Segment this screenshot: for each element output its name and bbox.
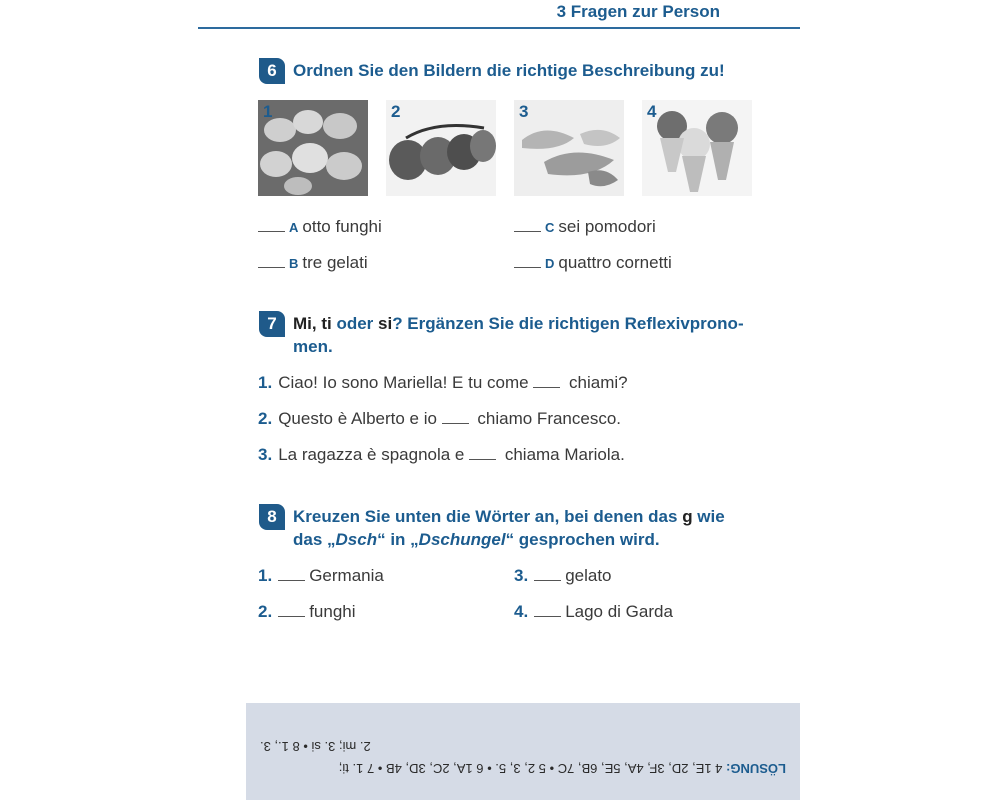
answer-blank[interactable] (514, 253, 541, 268)
answer-blank[interactable] (258, 217, 285, 232)
option-a: A otto funghi (258, 217, 382, 237)
answer-blank[interactable] (258, 253, 285, 268)
ex7-item-2: 2. Questo è Alberto e io chiamo Francesco. (258, 409, 622, 428)
photo-ice-cream (642, 100, 752, 196)
tomatoes-photo-icon (386, 100, 496, 196)
exercise-7-title: Mi, ti oder si? Ergänzen Sie die richtigen Reflexivprono- men. (293, 314, 744, 356)
solution-line-2: 2. mi; 3. si • 8 1., 3. (260, 739, 371, 754)
ex7-item-3: 3. La ragazza è spagnola e chiama Mariola. (258, 445, 625, 464)
answer-blank[interactable] (534, 602, 561, 617)
answer-blank[interactable] (442, 409, 469, 424)
photo-number: 2 (391, 102, 401, 121)
answer-blank[interactable] (278, 566, 305, 581)
ex8-item-2: 2. funghi (258, 602, 356, 621)
option-c: C sei pomodori (514, 217, 656, 237)
photo-number: 3 (519, 102, 529, 121)
photo-croissants (514, 100, 624, 196)
photo-tomatoes (386, 100, 496, 196)
answer-blank[interactable] (534, 566, 561, 581)
solution-box (246, 703, 800, 800)
mushrooms-photo-icon (258, 100, 368, 196)
solution-line-1: LÖSUNG: 4 1E, 2D, 3F, 4A, 5E, 6B, 7C • 5 2, 3, 5. • 6 1A, 2C, 3D, 4B • 7 1. ti; (338, 761, 786, 776)
answer-blank[interactable] (278, 602, 305, 617)
ex7-item-1: 1. Ciao! Io sono Mariella! E tu come chiami? (258, 373, 628, 392)
ex8-item-3: 3. gelato (514, 566, 612, 585)
ice-cream-photo-icon (642, 100, 752, 196)
photo-number: 4 (647, 102, 657, 121)
ex8-item-4: 4. Lago di Garda (514, 602, 673, 621)
answer-blank[interactable] (514, 217, 541, 232)
exercise-6-title: Ordnen Sie den Bildern die richtige Beschreibung zu! (293, 61, 725, 80)
photo-mushrooms (258, 100, 368, 196)
photo-number: 1 (263, 102, 273, 121)
header-rule (198, 27, 800, 29)
exercise-6-number: 6 (259, 58, 285, 84)
ex8-item-1: 1. Germania (258, 566, 384, 585)
answer-blank[interactable] (469, 445, 496, 460)
answer-blank[interactable] (533, 373, 560, 388)
exercise-7-number: 7 (259, 311, 285, 337)
exercise-8-number: 8 (259, 504, 285, 530)
exercise-8-title: Kreuzen Sie unten die Wörter an, bei denen das g wie das „Dsch“ in „Dschungel“ gesprochen wird. (293, 507, 725, 549)
option-d: D quattro cornetti (514, 253, 672, 273)
croissants-photo-icon (514, 100, 624, 196)
chapter-title: 3 Fragen zur Person (556, 2, 720, 21)
option-b: B tre gelati (258, 253, 368, 273)
